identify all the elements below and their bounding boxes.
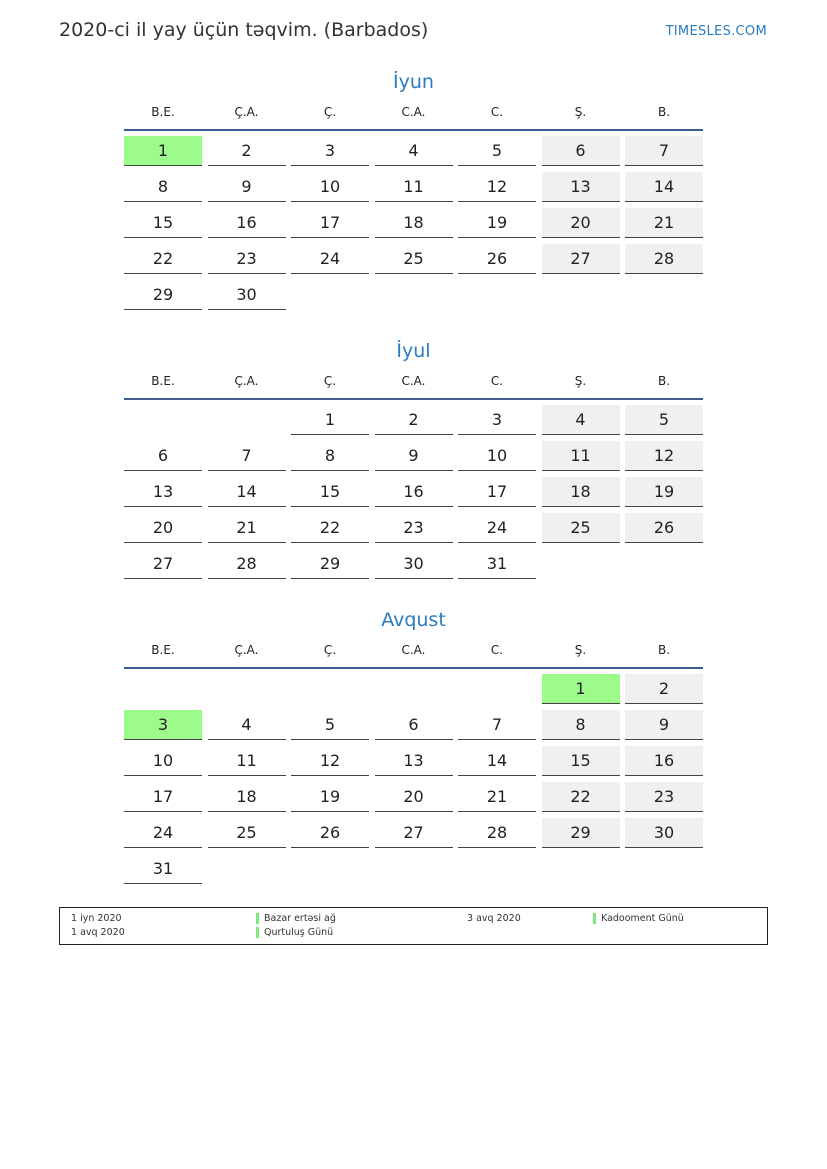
week-row (124, 136, 703, 172)
day-cell (208, 854, 286, 884)
day-cell: 14 (625, 172, 703, 202)
week-row (124, 441, 703, 477)
day-cell (124, 674, 202, 704)
day-cell: 11 (375, 172, 453, 202)
header-rule (124, 129, 703, 131)
day-cell: 10 (124, 746, 202, 776)
page-title: 2020-ci il yay üçün təqvim. (Barbados) (59, 19, 429, 41)
day-cell: 29 (291, 549, 369, 579)
day-cell: 22 (542, 782, 620, 812)
day-cell (542, 549, 620, 579)
day-cell: 24 (291, 244, 369, 274)
day-cell: 11 (542, 441, 620, 471)
weekday-label: Ç. (323, 643, 337, 657)
day-cell: 12 (291, 746, 369, 776)
week-row (124, 818, 703, 854)
day-cell (625, 549, 703, 579)
week-row (124, 782, 703, 818)
week-row (124, 854, 703, 890)
day-cell: 16 (625, 746, 703, 776)
weekday-label: B.E. (151, 374, 175, 388)
legend-color-marker (256, 927, 259, 938)
day-cell: 25 (208, 818, 286, 848)
day-cell: 27 (542, 244, 620, 274)
day-cell: 26 (625, 513, 703, 543)
day-cell: 4 (542, 405, 620, 435)
week-row (124, 208, 703, 244)
day-cell: 8 (124, 172, 202, 202)
day-cell (291, 854, 369, 884)
day-cell (542, 280, 620, 310)
header-rule (124, 667, 703, 669)
day-cell: 5 (458, 136, 536, 166)
day-cell: 4 (375, 136, 453, 166)
day-cell (208, 405, 286, 435)
day-cell: 9 (208, 172, 286, 202)
legend-date: 1 avq 2020 (71, 927, 125, 938)
day-grid (124, 405, 703, 585)
day-cell: 23 (375, 513, 453, 543)
day-cell: 24 (458, 513, 536, 543)
legend-color-marker (593, 913, 596, 924)
day-cell: 18 (208, 782, 286, 812)
day-cell (542, 854, 620, 884)
day-cell: 7 (625, 136, 703, 166)
day-cell: 2 (625, 674, 703, 704)
day-cell: 21 (625, 208, 703, 238)
day-cell: 12 (458, 172, 536, 202)
day-cell (625, 854, 703, 884)
week-row (124, 405, 703, 441)
holiday-day-cell: 1 (542, 674, 620, 704)
day-cell: 7 (208, 441, 286, 471)
day-cell: 28 (625, 244, 703, 274)
day-cell: 31 (124, 854, 202, 884)
day-cell: 30 (375, 549, 453, 579)
day-cell: 26 (458, 244, 536, 274)
weekday-header (124, 637, 703, 663)
day-cell: 19 (458, 208, 536, 238)
day-cell: 12 (625, 441, 703, 471)
week-row (124, 172, 703, 208)
site-link[interactable]: TIMESLES.COM (665, 24, 767, 39)
day-cell: 2 (208, 136, 286, 166)
header-rule (124, 398, 703, 400)
weekday-label: B.E. (151, 643, 175, 657)
month-block (124, 67, 703, 316)
week-row (124, 244, 703, 280)
day-cell: 8 (542, 710, 620, 740)
day-cell: 31 (458, 549, 536, 579)
week-row (124, 674, 703, 710)
weekday-label: Ç.A. (234, 643, 259, 657)
month-block (124, 336, 703, 585)
day-cell: 11 (208, 746, 286, 776)
week-row (124, 549, 703, 585)
day-cell (458, 674, 536, 704)
day-cell: 3 (458, 405, 536, 435)
weekday-label: B.E. (151, 105, 175, 119)
day-cell: 25 (542, 513, 620, 543)
legend-color-marker (256, 913, 259, 924)
weekday-header (124, 368, 703, 394)
day-cell: 14 (458, 746, 536, 776)
month-title: İyun (393, 71, 434, 93)
day-cell: 5 (291, 710, 369, 740)
weekday-header (124, 99, 703, 125)
day-cell: 6 (375, 710, 453, 740)
weekday-label: B. (657, 374, 671, 388)
day-cell: 6 (542, 136, 620, 166)
weekday-label: C. (490, 105, 504, 119)
day-cell: 23 (208, 244, 286, 274)
holiday-day-cell: 3 (124, 710, 202, 740)
weekday-label: Ç.A. (234, 105, 259, 119)
legend-holiday-name: Kadooment Günü (601, 913, 684, 924)
day-cell: 20 (542, 208, 620, 238)
month-title: İyul (396, 340, 431, 362)
day-cell (458, 280, 536, 310)
day-cell: 13 (124, 477, 202, 507)
week-row (124, 513, 703, 549)
weekday-label: C.A. (401, 105, 426, 119)
day-cell: 19 (291, 782, 369, 812)
day-cell: 9 (375, 441, 453, 471)
week-row (124, 746, 703, 782)
holiday-legend (59, 907, 768, 945)
month-block (124, 605, 703, 890)
weekday-label: Ç. (323, 374, 337, 388)
day-cell: 20 (375, 782, 453, 812)
legend-date: 1 iyn 2020 (71, 913, 122, 924)
month-title: Avqust (381, 609, 446, 631)
day-cell: 28 (458, 818, 536, 848)
day-cell: 4 (208, 710, 286, 740)
weekday-label: C.A. (401, 643, 426, 657)
week-row (124, 710, 703, 746)
day-cell (375, 674, 453, 704)
day-cell (625, 280, 703, 310)
day-cell: 24 (124, 818, 202, 848)
weekday-label: Ş. (574, 105, 587, 119)
day-cell: 30 (208, 280, 286, 310)
day-cell: 22 (291, 513, 369, 543)
weekday-label: Ç. (323, 105, 337, 119)
day-cell: 9 (625, 710, 703, 740)
day-cell: 8 (291, 441, 369, 471)
day-cell: 16 (375, 477, 453, 507)
day-cell: 15 (124, 208, 202, 238)
weekday-label: B. (657, 105, 671, 119)
day-cell: 18 (375, 208, 453, 238)
day-cell: 20 (124, 513, 202, 543)
day-cell: 25 (375, 244, 453, 274)
day-cell: 18 (542, 477, 620, 507)
day-grid (124, 674, 703, 890)
weekday-label: Ş. (574, 643, 587, 657)
day-cell: 21 (458, 782, 536, 812)
weekday-label: C. (490, 643, 504, 657)
weekday-label: Ç.A. (234, 374, 259, 388)
week-row (124, 280, 703, 316)
day-cell: 17 (291, 208, 369, 238)
legend-holiday-name: Qurtuluş Günü (264, 927, 334, 938)
day-cell (375, 280, 453, 310)
day-cell (291, 280, 369, 310)
day-cell: 23 (625, 782, 703, 812)
day-cell: 15 (291, 477, 369, 507)
day-cell: 10 (291, 172, 369, 202)
legend-date: 3 avq 2020 (467, 913, 521, 924)
day-cell (208, 674, 286, 704)
day-cell: 26 (291, 818, 369, 848)
legend-holiday-name: Bazar ertəsi ağ (264, 913, 336, 924)
weekday-label: C. (490, 374, 504, 388)
day-cell: 1 (291, 405, 369, 435)
day-cell: 17 (124, 782, 202, 812)
weekday-label: Ş. (574, 374, 587, 388)
day-cell: 15 (542, 746, 620, 776)
day-cell (124, 405, 202, 435)
day-cell: 17 (458, 477, 536, 507)
day-cell: 14 (208, 477, 286, 507)
day-cell (375, 854, 453, 884)
day-cell: 29 (542, 818, 620, 848)
day-cell: 21 (208, 513, 286, 543)
day-cell: 28 (208, 549, 286, 579)
day-cell: 19 (625, 477, 703, 507)
day-cell (458, 854, 536, 884)
weekday-label: C.A. (401, 374, 426, 388)
week-row (124, 477, 703, 513)
day-cell: 10 (458, 441, 536, 471)
day-cell: 27 (375, 818, 453, 848)
day-cell: 5 (625, 405, 703, 435)
day-cell: 3 (291, 136, 369, 166)
day-cell: 27 (124, 549, 202, 579)
day-cell: 30 (625, 818, 703, 848)
day-cell: 7 (458, 710, 536, 740)
holiday-day-cell: 1 (124, 136, 202, 166)
day-cell: 2 (375, 405, 453, 435)
day-grid (124, 136, 703, 316)
day-cell: 29 (124, 280, 202, 310)
day-cell: 13 (542, 172, 620, 202)
day-cell: 13 (375, 746, 453, 776)
day-cell (291, 674, 369, 704)
day-cell: 16 (208, 208, 286, 238)
day-cell: 22 (124, 244, 202, 274)
weekday-label: B. (657, 643, 671, 657)
day-cell: 6 (124, 441, 202, 471)
